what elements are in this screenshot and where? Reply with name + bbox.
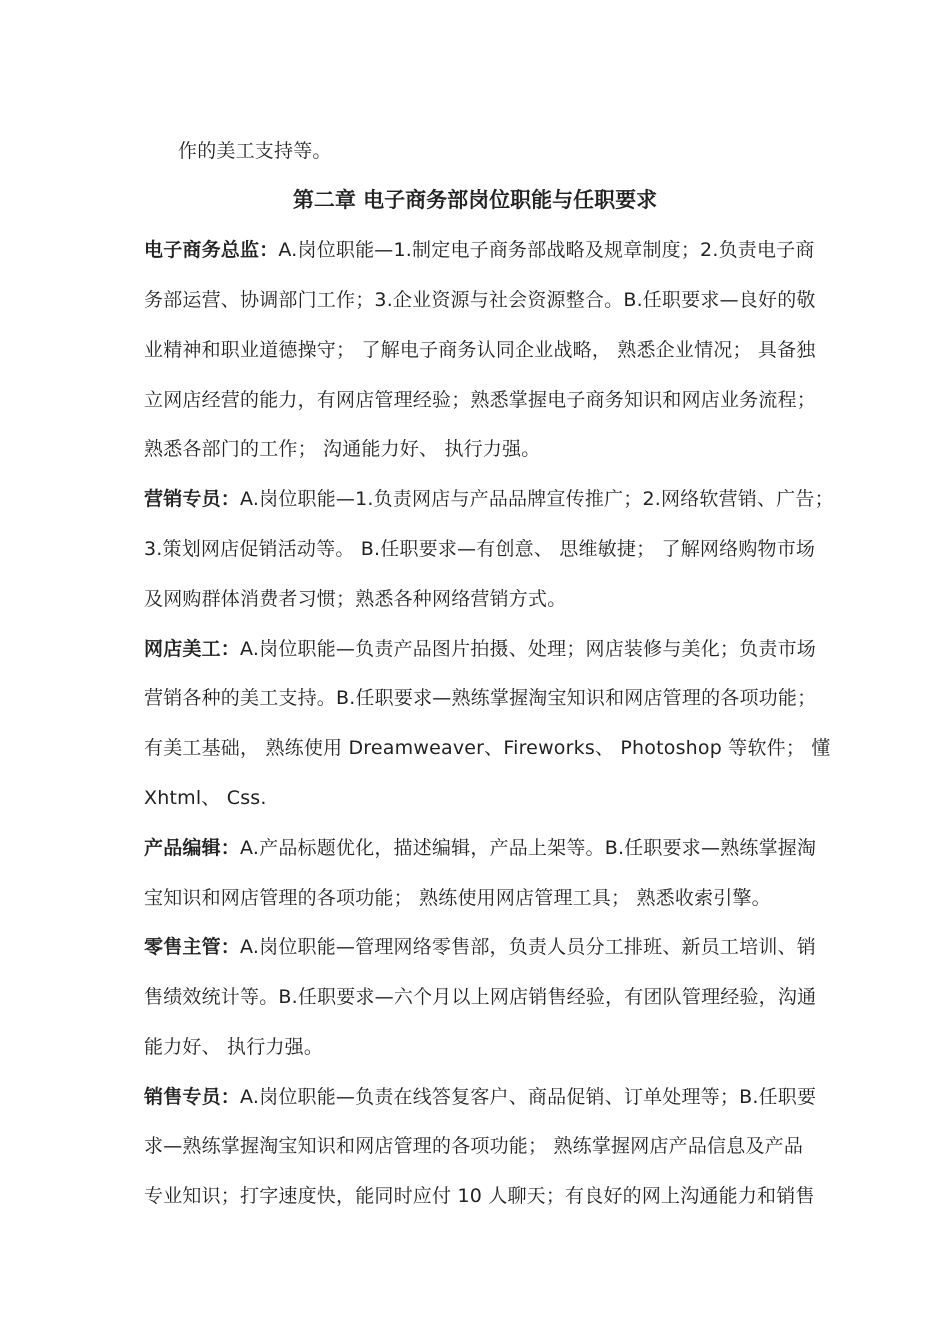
section-retail-line-3: 能力好、 执行力强。 [144, 1036, 324, 1058]
section-retail-heading: 零售主管： [144, 936, 241, 958]
section-designer-line-4: Xhtml、 Css. [144, 787, 267, 809]
section-designer-heading: 网店美工： [144, 638, 241, 660]
section-director-line-3: 业精神和职业道德操守； 了解电子商务认同企业战略， 熟悉企业情况； 具备独 [144, 339, 816, 361]
section-marketing-heading: 营销专员： [144, 488, 241, 510]
continuation-text: 作的美工支持等。 [178, 140, 332, 162]
section-director-line-1: 电子商务总监：A.岗位职能—1.制定电子商务部战略及规章制度；2.负责电子商 [144, 239, 815, 261]
section-sales-heading: 销售专员： [144, 1086, 241, 1108]
section-sales-line-1: 销售专员：A.岗位职能—负责在线答复客户、商品促销、订单处理等；B.任职要 [144, 1086, 817, 1108]
section-editor-line-2: 宝知识和网店管理的各项功能； 熟练使用网店管理工具； 熟悉收索引擎。 [144, 887, 771, 909]
section-marketing-line-2: 3.策划网店促销活动等。 B.任职要求—有创意、 思维敏捷； 了解网络购物市场 [144, 538, 816, 560]
section-director-line-2: 务部运营、协调部门工作；3.企业资源与社会资源整合。B.任职要求—良好的敬 [144, 289, 816, 311]
chapter-title: 第二章 电子商务部岗位职能与任职要求 [292, 188, 658, 212]
section-designer-line-3: 有美工基础， 熟练使用 Dreamweaver、Fireworks、 Photoshop 等软件； 懂 [144, 737, 831, 759]
section-retail-line-1: 零售主管：A.岗位职能—管理网络零售部，负责人员分工排班、新员工培训、销 [144, 936, 816, 958]
section-retail-line-2: 售绩效统计等。B.任职要求—六个月以上网店销售经验，有团队管理经验，沟通 [144, 986, 817, 1008]
section-sales-line-2: 求—熟练掌握淘宝知识和网店管理的各项功能； 熟练掌握网店产品信息及产品 [144, 1135, 804, 1157]
section-designer-line-2: 营销各种的美工支持。B.任职要求—熟练掌握淘宝知识和网店管理的各项功能； [144, 687, 817, 709]
section-director-heading: 电子商务总监： [144, 239, 279, 261]
section-sales-line-3: 专业知识；打字速度快，能同时应付 10 人聊天；有良好的网上沟通能力和销售 [144, 1185, 815, 1207]
section-marketing-line-1: 营销专员：A.岗位职能—1.负责网店与产品品牌宣传推广；2.网络软营销、广告； [144, 488, 834, 510]
section-director-line-4: 立网店经营的能力，有网店管理经验；熟悉掌握电子商务知识和网店业务流程； [144, 389, 817, 411]
section-marketing-line-3: 及网购群体消费者习惯；熟悉各种网络营销方式。 [144, 588, 567, 610]
section-director-line-5: 熟悉各部门的工作； 沟通能力好、 执行力强。 [144, 438, 541, 460]
section-editor-line-1: 产品编辑：A.产品标题优化，描述编辑，产品上架等。B.任职要求—熟练掌握淘 [144, 837, 817, 859]
section-designer-line-1: 网店美工：A.岗位职能—负责产品图片拍摄、处理；网店装修与美化；负责市场 [144, 638, 816, 660]
section-editor-heading: 产品编辑： [144, 837, 241, 859]
